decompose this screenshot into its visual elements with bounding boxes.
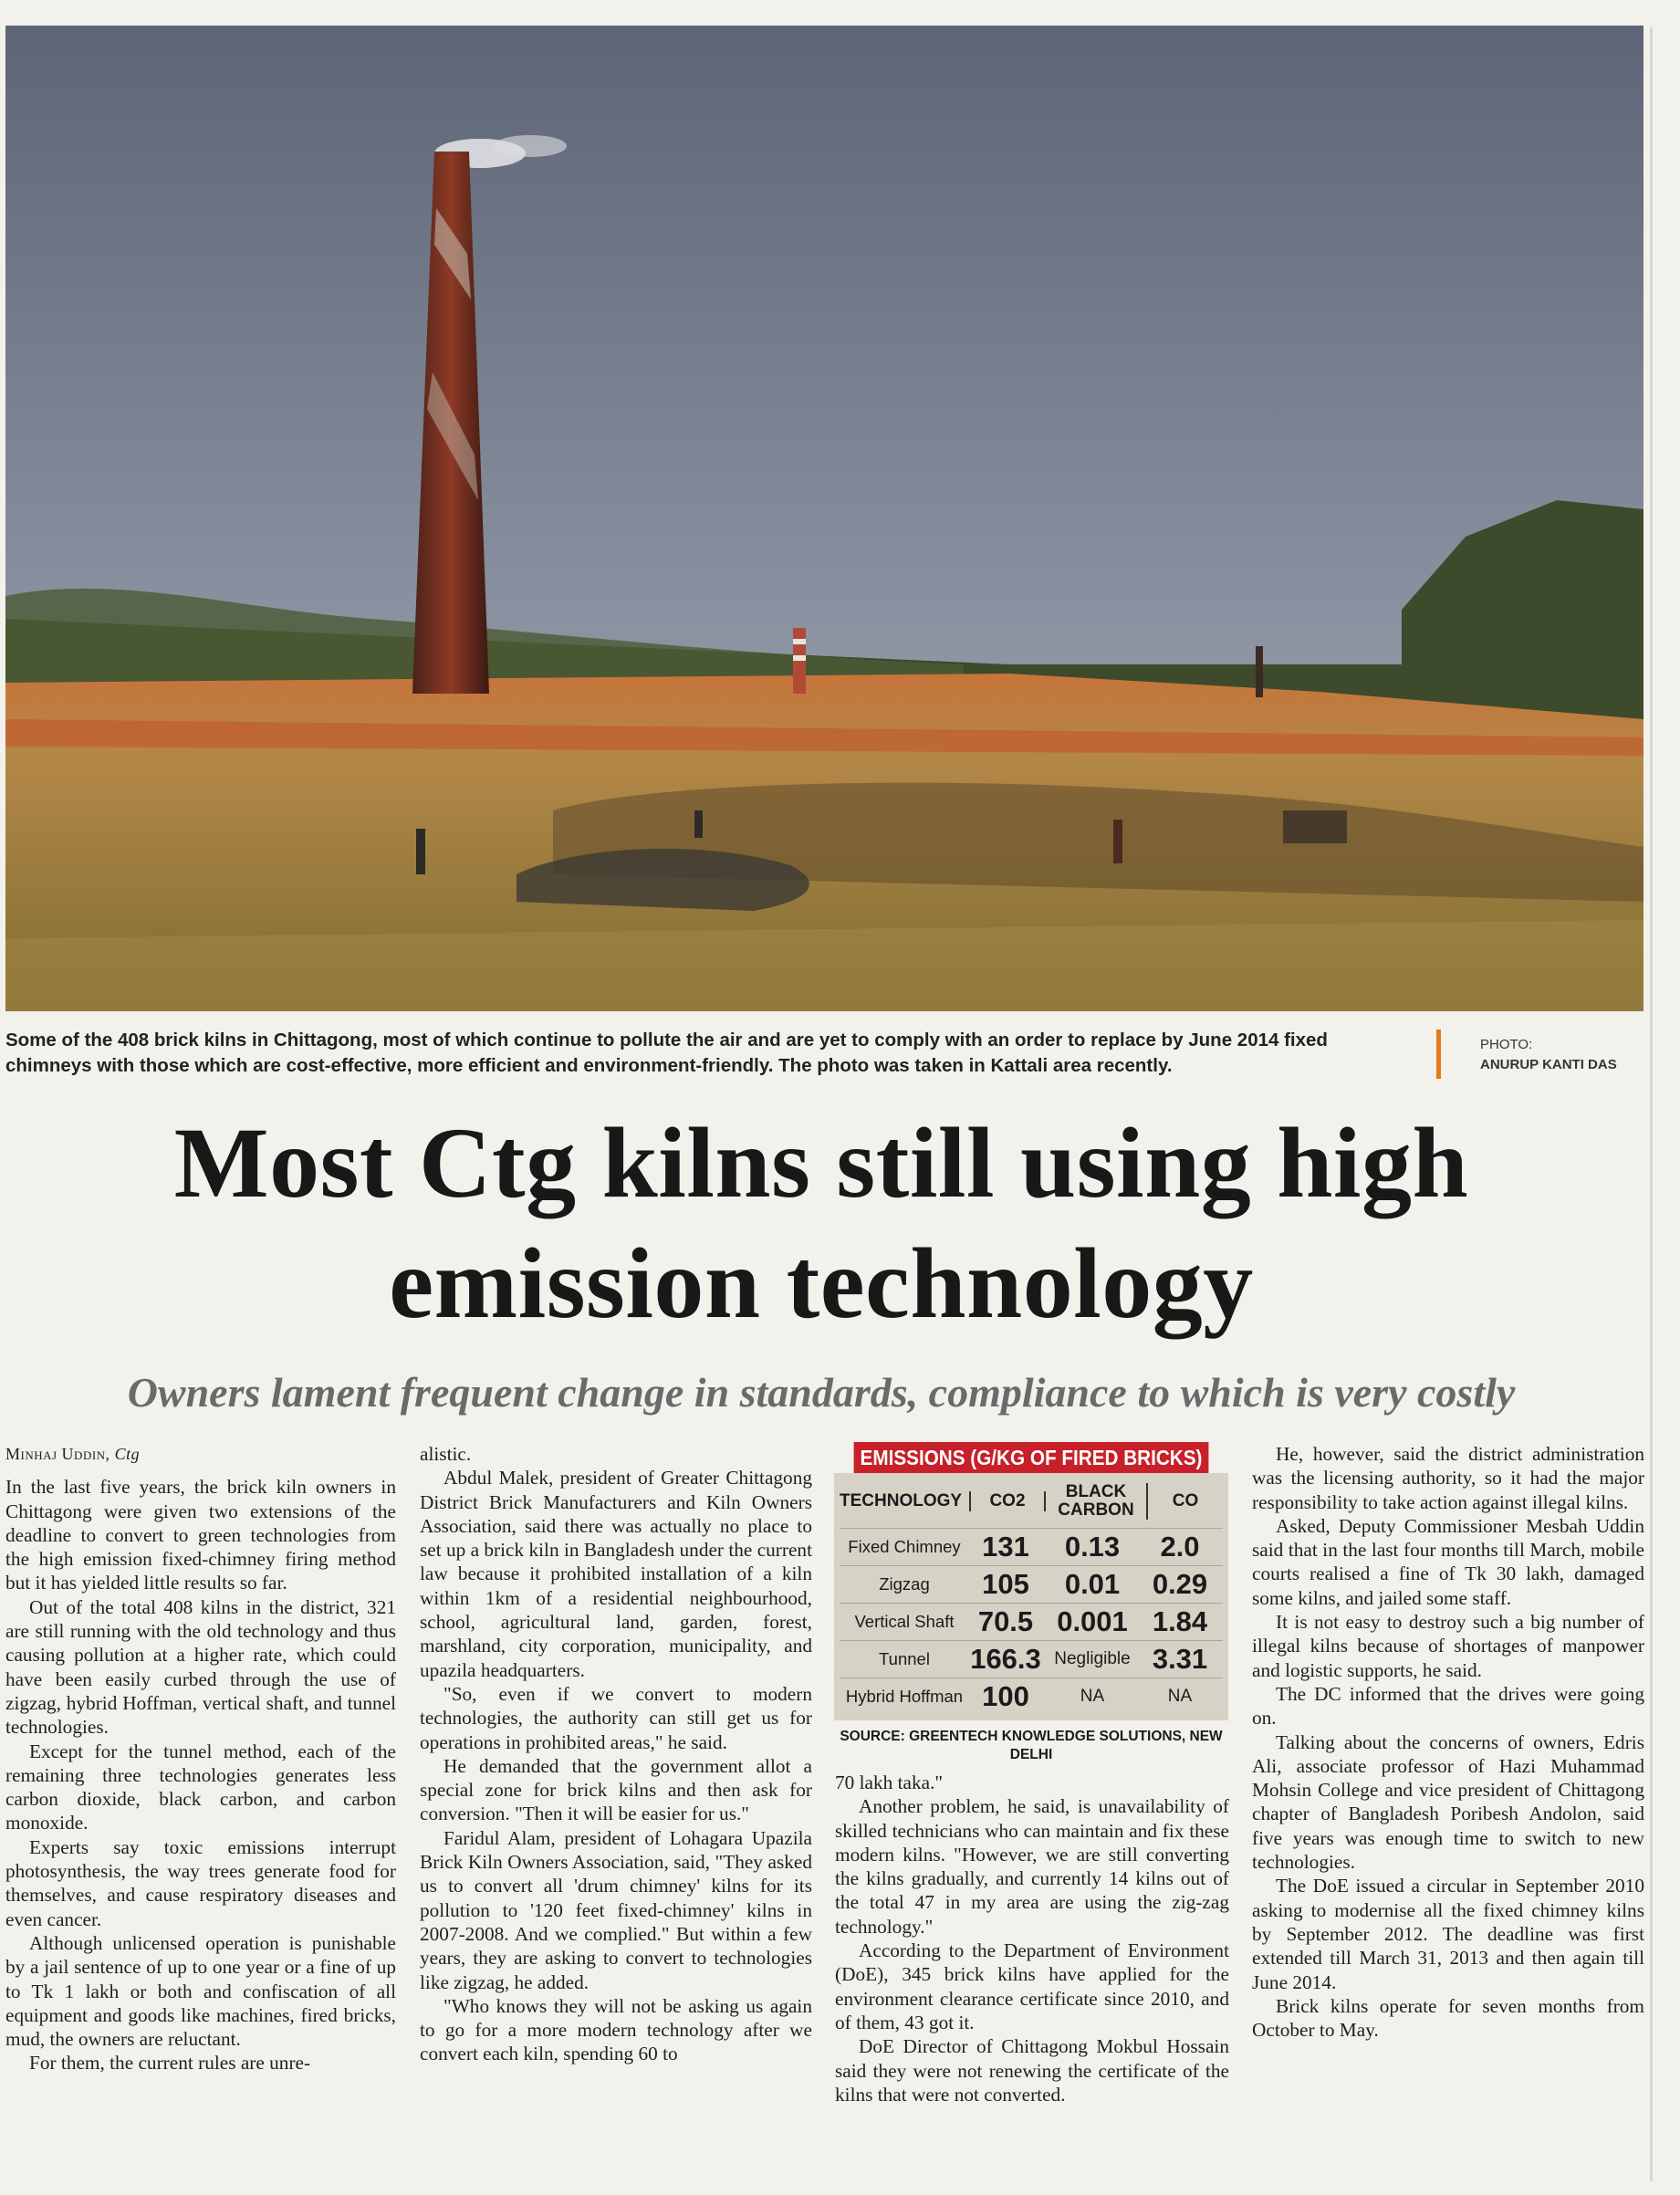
byline-location: Ctg bbox=[114, 1445, 141, 1463]
paragraph: Asked, Deputy Commissioner Mesbah Uddin said that in the last four months till March, mobile courts realised a fine of Tk 30 lakh, damaged some kilns, and jailed some staff. bbox=[1252, 1514, 1644, 1609]
table-cell: 166.3 bbox=[970, 1643, 1041, 1675]
paragraph: According to the Department of Environment (DoE), 345 brick kilns have applied for the environment clearance certificate since 2010, and of them, 43 got it. bbox=[835, 1939, 1229, 2033]
paragraph: He, however, said the district administration was the licensing authority, so it had the major responsibility to take action against illegal kilns. bbox=[1252, 1443, 1644, 1513]
table-cell: Tunnel bbox=[879, 1649, 930, 1668]
paragraph: He demanded that the government allot a special zone for brick kilns and then ask for conversion. "Then it will be easier for us." bbox=[420, 1754, 812, 1825]
paragraph: 70 lakh taka." bbox=[835, 1772, 944, 1793]
byline bbox=[5, 1442, 396, 1466]
photo-credit-name: ANURUP KANTI DAS bbox=[1480, 1057, 1617, 1072]
table-row bbox=[840, 1640, 1223, 1678]
table-cell: 0.13 bbox=[1064, 1531, 1121, 1563]
paragraph: In the last five years, the brick kiln owners in Chittagong were given two extensions of the deadline to convert to green technologies from the high emission fixed-chimney firing method but it has yielded little results so far. bbox=[5, 1476, 396, 1594]
table-cell: Hybrid Hoffman bbox=[845, 1687, 964, 1706]
page-edge-rule bbox=[1650, 27, 1653, 2181]
table-cell: 105 bbox=[982, 1568, 1029, 1600]
paragraph: It is not easy to destroy such a big number of illegal kilns because of shortages of manpower and logistic supports, he said. bbox=[1252, 1611, 1644, 1681]
paragraph: Talking about the concerns of owners, Edris Ali, associate professor of Hazi Muhammad Mohsin College and vice president of Chittagong chapter of Bangladesh Poribesh Andolon, said five years was enough time to switch to new technologies. bbox=[1252, 1730, 1644, 1874]
paragraph: Abdul Malek, president of Greater Chittagong District Brick Manufacturers and Kiln Owners Association, said there was actually no place to set up a brick kiln in Bangladesh under the current law because it prohibited installation of a kiln within 1km of a residential neighbourhood, school, agricultural land, garden, forest, marshland, city corporation, municipality, and upazila headquarters. bbox=[420, 1467, 812, 1681]
article-column-4 bbox=[1252, 1442, 1644, 2042]
paragraph: Although unlicensed operation is punishable by a jail sentence of up to one year or a fine of up to Tk 1 lakh or both and confiscation of all equipment and goods like machines, fired bricks, mud, the owners are reluctant. bbox=[5, 1931, 396, 2051]
table-cell: NA bbox=[1080, 1687, 1105, 1706]
table-header-cell: BLACK CARBON bbox=[1046, 1483, 1148, 1520]
table-cell: 131 bbox=[982, 1531, 1029, 1563]
table-cell: 100 bbox=[982, 1680, 1029, 1712]
table-cell: Zigzag bbox=[879, 1574, 930, 1594]
paragraph: Brick kilns operate for seven months from October to May. bbox=[1252, 1994, 1644, 2042]
table-header-row bbox=[840, 1475, 1223, 1528]
paragraph: The DoE issued a circular in September 2010 asking to modernise all the fixed chimney kilns by September 2012. The deadline was first extended till March 31, 2013 and then again till June 2014. bbox=[1252, 1875, 1644, 1993]
paragraph: "So, even if we convert to modern technologies, the authority can still get us for operations in prohibited areas," he said. bbox=[420, 1682, 812, 1753]
table-cell: 1.84 bbox=[1152, 1605, 1208, 1637]
table-cell: Negligible bbox=[1054, 1649, 1131, 1668]
table-header-cell: CO bbox=[1172, 1491, 1199, 1510]
table-row bbox=[840, 1565, 1223, 1603]
article-column-3 bbox=[835, 1771, 1229, 2106]
table-title: EMISSIONS (G/KG OF FIRED BRICKS) bbox=[854, 1442, 1209, 1473]
table-cell: 3.31 bbox=[1152, 1643, 1208, 1675]
photo-caption: Some of the 408 brick kilns in Chittagong, most of which continue to pollute the air and are yet to comply with an order to replace by June 2014 fixed chimneys with those which are cost-effective, more efficient and environment-friendly. The photo was taken in Kattali area recently. bbox=[5, 1030, 1328, 1076]
article-column-1 bbox=[5, 1442, 396, 2075]
paragraph: alistic. bbox=[420, 1443, 472, 1465]
paragraph: DoE Director of Chittagong Mokbul Hossain said they were not renewing the certificate of the kilns that were not converted. bbox=[835, 2035, 1229, 2106]
table-row bbox=[840, 1678, 1223, 1715]
byline-author: Minhaj Uddin, bbox=[5, 1445, 110, 1463]
paragraph: Except for the tunnel method, each of the remaining three technologies generates less carbon dioxide, black carbon, and carbon monoxide. bbox=[5, 1740, 396, 1834]
credit-divider bbox=[1436, 1030, 1441, 1079]
table-row bbox=[840, 1528, 1223, 1565]
table-cell: Fixed Chimney bbox=[848, 1537, 961, 1556]
paragraph: Out of the total 408 kilns in the district, 321 are still running with the old technology and thus causing pollution at a higher rate, which could have been easily curbed through the use of zigzag, hybrid Hoffman, vertical shaft, and tunnel technologies. bbox=[5, 1595, 396, 1739]
table-cell: 0.01 bbox=[1064, 1568, 1121, 1600]
paragraph: Faridul Alam, president of Lohagara Upazila Brick Kiln Owners Association, said, "They asked us to convert all 'drum chimney' kilns for its pollution to '120 feet fixed-chimney' kilns in 2007-2008. And we complied." But within a few years, they are asking to convert to technologies like zigzag, he added. bbox=[420, 1826, 812, 1993]
table-cell: 0.001 bbox=[1057, 1605, 1128, 1637]
table-source: SOURCE: GREENTECH KNOWLEDGE SOLUTIONS, NEW DELHI bbox=[834, 1720, 1228, 1764]
article-column-2 bbox=[420, 1442, 812, 2066]
paragraph: Experts say toxic emissions interrupt photosynthesis, the way trees generate food for themselves, and cause respiratory diseases and even cancer. bbox=[5, 1835, 396, 1930]
photo-credit bbox=[1480, 1035, 1644, 1075]
table-row bbox=[840, 1603, 1223, 1640]
table-cell: 70.5 bbox=[977, 1605, 1034, 1637]
subheadline: Owners lament frequent change in standards, compliance to which is very costly bbox=[127, 1369, 1516, 1416]
table-cell: Vertical Shaft bbox=[854, 1612, 955, 1631]
paragraph: The DC informed that the drives were going on. bbox=[1252, 1682, 1644, 1730]
table-header-cell: CO2 bbox=[971, 1491, 1046, 1511]
emissions-table bbox=[834, 1442, 1228, 1764]
photo-credit-label: PHOTO: bbox=[1480, 1037, 1533, 1052]
table-body bbox=[834, 1473, 1228, 1720]
table-header-cell: TECHNOLOGY bbox=[840, 1491, 971, 1511]
table-cell: NA bbox=[1167, 1687, 1193, 1706]
paragraph: For them, the current rules are unre- bbox=[29, 2052, 311, 2075]
paragraph: "Who knows they will not be asking us again to go for a more modern technology after we convert each kiln, spending 60 to bbox=[420, 1994, 812, 2065]
brick-kiln-photo bbox=[5, 26, 1643, 1011]
news-photo bbox=[5, 26, 1643, 1011]
table-cell: 0.29 bbox=[1152, 1568, 1208, 1600]
headline: Most Ctg kilns still using high emission technology bbox=[173, 1107, 1469, 1339]
paragraph: Another problem, he said, is unavailability of skilled technicians who can maintain and fix these modern kilns. "However, we are still converting the kilns gradually, and currently 14 kilns out of the total 47 in my area are using the zig-zag technology." bbox=[835, 1795, 1229, 1938]
table-cell: 2.0 bbox=[1160, 1531, 1200, 1563]
